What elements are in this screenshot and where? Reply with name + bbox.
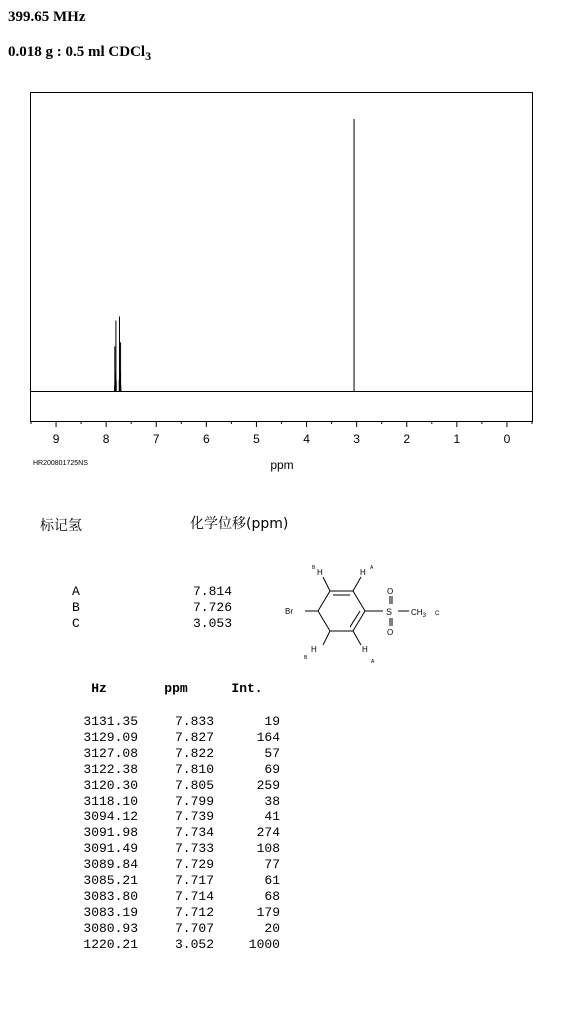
nmr-spectrum-chart (0, 0, 570, 480)
hydrogen-atom: H (311, 645, 317, 654)
peak-hz: 1220.21 (83, 936, 138, 952)
peak-ppm: 7.733 (174, 841, 214, 857)
assignment-header-shift: 化学位移(ppm) (190, 516, 289, 532)
peak-ppm: 7.822 (174, 745, 214, 761)
peak-hz: 3091.98 (83, 825, 138, 841)
header-hz: Hz (91, 681, 107, 696)
peak-intensity: 68 (264, 888, 280, 904)
hydrogen-atom: H (360, 568, 366, 577)
peak-ppm: 7.799 (174, 793, 214, 809)
peak-ppm: 7.734 (174, 825, 214, 841)
peak-table-header (60, 680, 280, 714)
label-b: B (304, 655, 308, 661)
peak-hz: 3083.80 (83, 888, 138, 904)
hydrogen-atom: H (317, 568, 323, 577)
peak-ppm: 7.827 (174, 729, 214, 745)
oxygen-atom: O (387, 628, 394, 637)
peak-intensity: 19 (264, 714, 280, 729)
hydrogen-atom: H (362, 645, 368, 654)
tick-label: 5 (253, 432, 260, 446)
bromine-atom: Br (285, 607, 293, 616)
table-row (60, 778, 280, 794)
label-a: A (370, 565, 374, 571)
peak-intensity: 69 (264, 761, 280, 777)
peak-intensity: 259 (256, 777, 280, 793)
assignment-shift: 7.726 (192, 600, 232, 615)
peak-hz: 3091.49 (83, 841, 138, 857)
peak-ppm: 7.805 (174, 777, 214, 793)
tick-label: 7 (152, 432, 160, 446)
table-row (60, 825, 280, 841)
peak-ppm: 7.833 (174, 714, 214, 729)
peak-intensity: 108 (256, 841, 280, 857)
header-int: Int. (231, 681, 263, 696)
peak-ppm: 7.810 (174, 761, 214, 777)
tick-label: 9 (52, 432, 60, 446)
table-row (60, 905, 280, 921)
assignment-label: B (72, 600, 80, 615)
assignment-label: C (72, 616, 80, 631)
tick-label: 3 (353, 432, 360, 446)
header-ppm: ppm (164, 681, 188, 696)
assignment-shift: 3.053 (192, 616, 232, 631)
sample-subscript: 3 (145, 49, 152, 63)
peak-hz: 3122.38 (83, 761, 138, 777)
peak-intensity: 179 (256, 904, 280, 920)
tick-label: 0 (503, 432, 511, 446)
peak-hz: 3127.08 (83, 745, 138, 761)
peak-ppm: 7.714 (174, 888, 214, 904)
peak-intensity: 41 (264, 809, 280, 825)
peak-ppm: 7.717 (174, 873, 214, 889)
table-row (60, 857, 280, 873)
peak-ppm: 3.052 (174, 936, 214, 952)
tick-label: 1 (453, 432, 461, 446)
assignment-table (72, 584, 232, 632)
peak-hz: 3089.84 (83, 857, 138, 873)
spectrum-peaks (115, 119, 355, 391)
table-row (60, 873, 280, 889)
peak-hz: 3080.93 (83, 920, 138, 936)
oxygen-atom: O (387, 587, 394, 596)
peak-ppm: 7.729 (174, 857, 214, 873)
table-row (60, 937, 280, 953)
peak-ppm: 7.739 (174, 809, 214, 825)
table-row (60, 809, 280, 825)
peak-ppm: 7.707 (174, 920, 214, 936)
peak-ppm: 7.712 (174, 904, 214, 920)
label-a: A (371, 659, 375, 665)
peak-table (60, 680, 280, 953)
assignment-header-hydrogen: 标记氢 (40, 518, 82, 534)
peak-hz: 3085.21 (83, 873, 138, 889)
peak-table-body (60, 714, 280, 953)
peak-intensity: 61 (264, 873, 280, 889)
molecule-bonds (305, 577, 409, 645)
molecule-structure (283, 560, 453, 670)
peak-hz: 3083.19 (83, 904, 138, 920)
tick-label: 2 (403, 432, 411, 446)
table-row (72, 600, 232, 616)
sulfur-atom: S (386, 607, 393, 617)
assignment-shift: 7.814 (192, 584, 232, 599)
table-row (60, 841, 280, 857)
table-row (60, 730, 280, 746)
label-c: C (435, 611, 440, 617)
plot-frame (31, 93, 533, 422)
peak-intensity: 38 (264, 793, 280, 809)
peak-intensity: 274 (256, 825, 280, 841)
table-row (60, 714, 280, 730)
peak-hz: 3120.30 (83, 777, 138, 793)
tick-label: 6 (203, 432, 210, 446)
benzene-ring (318, 591, 365, 631)
table-row (60, 762, 280, 778)
methyl-text: CH (411, 608, 423, 617)
tick-label: 4 (303, 432, 310, 446)
table-row (60, 921, 280, 937)
spectrometer-frequency: 399.65 MHz (8, 9, 86, 25)
x-axis-label: ppm (270, 458, 294, 472)
methyl-group (411, 608, 427, 619)
peak-intensity: 77 (264, 857, 280, 873)
table-row (72, 584, 232, 600)
sample-main-text: 0.018 g : 0.5 ml CDCl (8, 44, 146, 60)
peak-intensity: 20 (264, 920, 280, 936)
tick-label: 8 (102, 432, 110, 446)
assignment-label: A (72, 584, 80, 599)
spectrum-code: HR200801725NS (33, 460, 88, 467)
table-row (60, 746, 280, 762)
x-axis-ticks (31, 421, 532, 446)
label-b: B (312, 565, 316, 571)
peak-hz: 3131.35 (83, 714, 138, 729)
peak-hz: 3094.12 (83, 809, 138, 825)
peak-intensity: 1000 (248, 936, 280, 952)
table-row (60, 794, 280, 810)
methyl-subscript: 3 (422, 613, 426, 619)
peak-intensity: 57 (264, 745, 280, 761)
table-row (60, 889, 280, 905)
peak-intensity: 164 (256, 729, 280, 745)
peak-hz: 3118.10 (83, 793, 138, 809)
table-row (72, 616, 232, 632)
peak-hz: 3129.09 (83, 729, 138, 745)
